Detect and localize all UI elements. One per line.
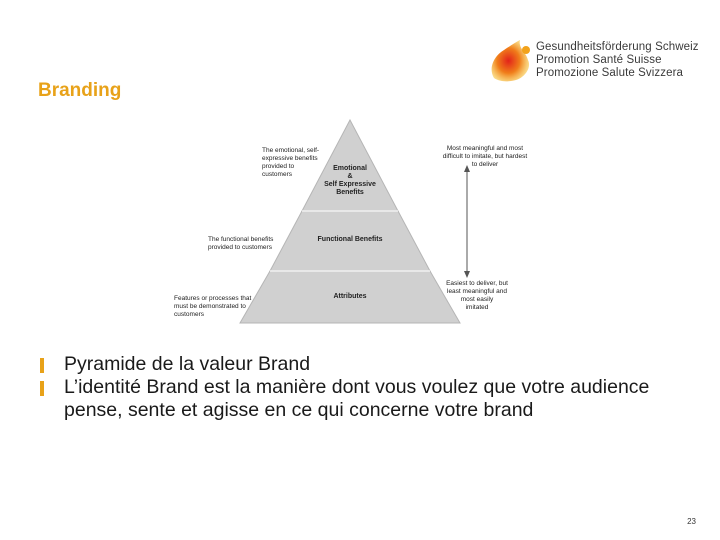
right-note-bottom: Easiest to deliver, but least meaningful and most easily imitated [446,280,508,311]
bullet-item [40,376,660,422]
right-note-top: Most meaningful and most difficult to imitate, but hardest to deliver [442,145,528,168]
logo-line-3: Promozione Salute Svizzera [536,67,684,79]
bullet-item [40,353,660,376]
logo [486,38,699,88]
page-number: 23 [687,517,696,526]
logo-line-1: Gesundheitsförderung Schweiz [536,41,699,53]
bullet-marker [40,381,44,396]
slide-title: Branding [38,80,122,101]
logo-text [536,41,699,80]
bullet-list [40,353,660,422]
left-note-functional: The functional benefits provided to customers [208,236,274,251]
bullet-marker [40,358,44,373]
left-note-attributes: Features or processes that must be demonstrated to customers [174,295,252,318]
bullet-text: Pyramide de la valeur Brand [64,353,311,375]
tier-label-attributes: Attributes [333,293,367,300]
logo-flame-icon [486,38,536,84]
tier-label-emotional: Emotional & Self Expressive Benefits [324,165,376,196]
logo-line-2: Promotion Santé Suisse [536,54,662,66]
brand-value-pyramid [160,115,540,330]
left-note-emotional: The emotional, self- expressive benefits provided to customers [262,147,320,178]
tier-label-functional: Functional Benefits [317,236,383,243]
bullet-text: L’identité Brand est la manière dont vous voulez que votre audience pense, sente et agisse en ce qui concerne votre brand [64,376,650,421]
